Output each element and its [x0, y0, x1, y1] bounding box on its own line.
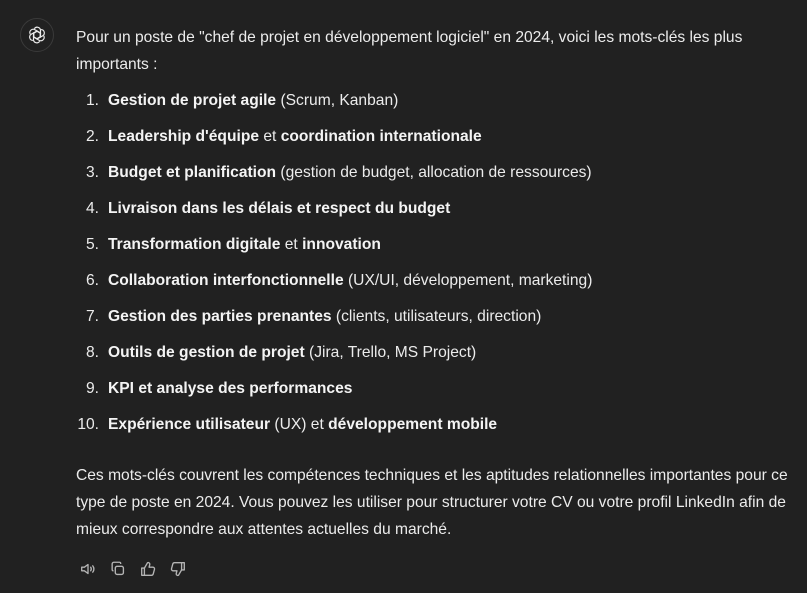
- list-item-number: 2.: [85, 128, 99, 145]
- keyword-list: [76, 87, 791, 447]
- thumbs-down-button[interactable]: [168, 559, 188, 579]
- message-actions: [78, 559, 188, 579]
- keyword-bold: KPI et analyse des performances: [108, 380, 353, 397]
- list-item-text: [108, 87, 398, 114]
- speaker-icon: [79, 560, 97, 578]
- keyword-bold: Livraison dans les délais et respect du budget: [108, 200, 451, 217]
- list-item-number: 4.: [85, 200, 99, 217]
- list-item: [76, 303, 791, 339]
- list-item-text: [108, 159, 592, 186]
- copy-icon: [109, 560, 127, 578]
- keyword-bold: Collaboration interfonctionnelle: [108, 272, 344, 289]
- keyword-detail: (clients, utilisateurs, direction): [331, 308, 542, 325]
- keyword-bold: Transformation digitale: [108, 236, 281, 253]
- read-aloud-button[interactable]: [78, 559, 98, 579]
- list-item-number: 7.: [85, 308, 99, 325]
- keyword-bold: Outils de gestion de projet: [108, 344, 305, 361]
- list-item: [76, 87, 791, 123]
- keyword-bold: coordination internationale: [280, 128, 482, 145]
- list-item: [76, 267, 791, 303]
- list-item-text: [108, 375, 352, 402]
- list-item-number: 8.: [85, 344, 99, 361]
- list-item-number: 5.: [85, 236, 99, 253]
- list-item-number: 9.: [85, 380, 99, 397]
- list-item-text: [108, 267, 592, 294]
- keyword-detail: (Jira, Trello, MS Project): [304, 344, 477, 361]
- keyword-bold: innovation: [302, 236, 381, 253]
- list-item-number: 1.: [85, 92, 99, 109]
- list-item-text: [108, 231, 381, 258]
- openai-logo-icon: [27, 25, 47, 45]
- keyword-detail: (Scrum, Kanban): [276, 92, 399, 109]
- assistant-avatar: [20, 18, 54, 52]
- list-item: [76, 231, 791, 267]
- keyword-detail: (UX/UI, développement, marketing): [343, 272, 593, 289]
- list-item-text: [108, 411, 497, 438]
- list-item-text: [108, 339, 476, 366]
- keyword-detail: (UX) et: [270, 416, 329, 433]
- assistant-message: [76, 24, 791, 543]
- keyword-detail: (gestion de budget, allocation de ressources): [276, 164, 592, 181]
- list-item-number: 3.: [85, 164, 99, 181]
- list-item: [76, 159, 791, 195]
- keyword-bold: Leadership d'équipe: [108, 128, 260, 145]
- list-item: [76, 339, 791, 375]
- keyword-bold: Budget et planification: [108, 164, 277, 181]
- list-item: [76, 375, 791, 411]
- list-item: [76, 411, 791, 447]
- thumbs-up-icon: [139, 560, 157, 578]
- keyword-detail: et: [259, 128, 281, 145]
- list-item: [76, 195, 791, 231]
- keyword-bold: développement mobile: [328, 416, 498, 433]
- copy-button[interactable]: [108, 559, 128, 579]
- list-item-number: 6.: [85, 272, 99, 289]
- thumbs-up-button[interactable]: [138, 559, 158, 579]
- list-item: [76, 123, 791, 159]
- thumbs-down-icon: [169, 560, 187, 578]
- keyword-bold: Gestion de projet agile: [108, 92, 277, 109]
- list-item-text: [108, 123, 482, 150]
- message-intro: Pour un poste de "chef de projet en développement logiciel" en 2024, voici les mots-clés les plus importants :: [76, 29, 743, 73]
- list-item-number: 10.: [77, 416, 99, 433]
- keyword-bold: Expérience utilisateur: [108, 416, 271, 433]
- keyword-bold: Gestion des parties prenantes: [108, 308, 332, 325]
- message-outro: Ces mots-clés couvrent les compétences techniques et les aptitudes relationnelles importantes pour ce type de poste en 2024. Vous pouvez les utiliser pour structurer votre CV ou votre profil LinkedIn afin de mieux correspondre aux attentes actuelles du marché.: [76, 467, 788, 538]
- list-item-text: [108, 303, 541, 330]
- list-item-text: [108, 195, 450, 222]
- keyword-detail: et: [280, 236, 303, 253]
